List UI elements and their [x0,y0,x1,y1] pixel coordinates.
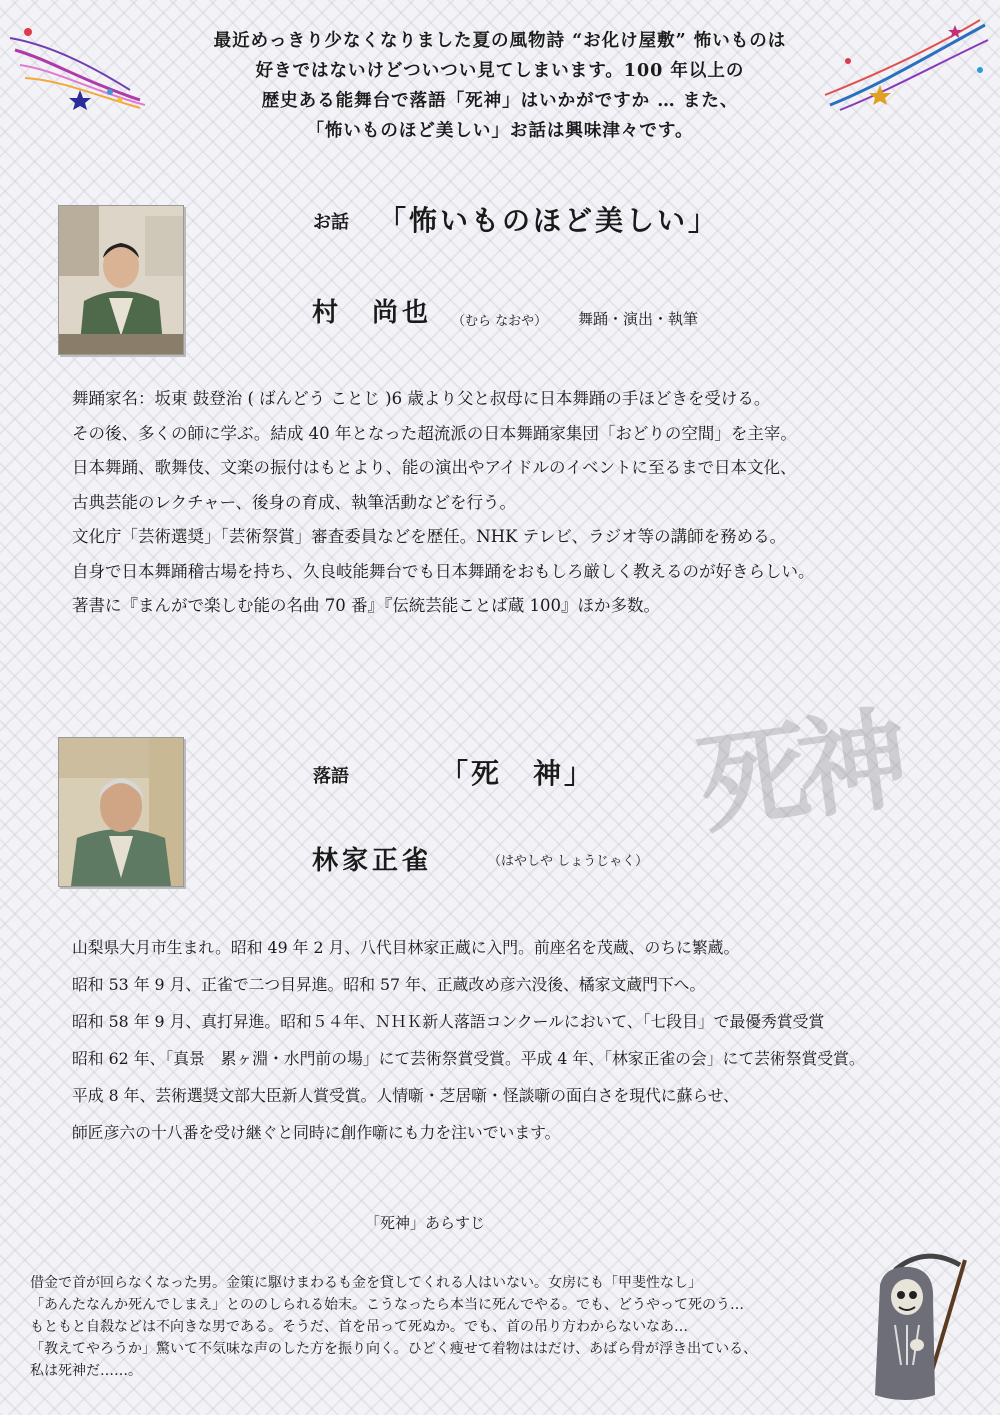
section1-label: お話 [313,212,349,233]
section2-bio [72,929,865,1151]
bio-line: 著書に『まんがで楽しむ能の名曲 70 番』『伝統芸能ことば蔵 100』ほか多数。 [72,596,660,615]
synopsis-line: 借金で首が回らなくなった男。金策に駆けまわるも金を貸してくれる人はいない。女房にも「甲斐性なし」 [30,1275,702,1291]
synopsis-line: 「教えてやろうか」驚いて不気味な声のした方を振り向く。ひどく痩せて着物ははだけ、あばら骨が浮き出ている、 [30,1341,758,1357]
section1-name: 村 尚也 [312,298,433,328]
bio-line: 舞踊家名：坂東 鼓登治 ( ばんどう ことじ )6 歳より父と叔母に日本舞踊の手ほどきを受ける。 [72,389,771,408]
intro-text [110,26,890,146]
section1-role: 舞踊・演出・執筆 [578,310,699,328]
intro-line: 最近めっきり少なくなりました夏の風物詩 “お化け屋敷” 怖いものは [213,31,787,51]
section2-title: 「死 神」 [440,757,596,790]
synopsis-line: もともと自殺などは不向きな男である。そうだ、首を吊って死ぬか。でも、首の吊り方わからないなあ… [30,1319,688,1335]
synopsis-line: 私は死神だ……。 [30,1363,142,1379]
bio-line: 山梨県大月市生まれ。昭和 49 年 2 月、八代目林家正蔵に入門。前座名を茂蔵、のちに繁蔵。 [72,938,740,957]
section2-reading: （はやしや しょうじゃく） [488,854,649,869]
section1-reading: （むら なおや） [452,314,548,329]
synopsis-text [30,1272,757,1382]
section2-label: 落語 [313,766,349,787]
mura-naoya-photo [58,205,184,355]
intro-line: 好きではないけどついつい見てしまいます。100 年以上の [255,61,745,81]
synopsis-title: 「死神」あらすじ [365,1214,486,1232]
bio-line: 師匠彦六の十八番を受け継ぐと同時に創作噺にも力を注いでいます。 [72,1123,561,1142]
bio-line: 日本舞踊、歌舞伎、文楽の振付はもとより、能の演出やアイドルのイベントに至るまで日本文化、 [72,458,797,477]
bio-line: 昭和 53 年 9 月、正雀で二つ目昇進。昭和 57 年、正蔵改め彦六没後、橘家文蔵門下へ。 [72,975,706,994]
bio-line: 平成 8 年、芸術選奨文部大臣新人賞受賞。人情噺・芝居噺・怪談噺の面白さを現代に蘇らせ、 [72,1086,739,1105]
bio-line: 昭和 58 年 9 月、真打昇進。昭和５４年、ＮＨＫ新人落語コンクールにおいて、「七段目」で最優秀賞受賞 [72,1012,825,1031]
bio-line: 昭和 62 年、「真景 累ヶ淵・水門前の場」にて芸術祭賞受賞。平成 4 年、「林家正雀の会」にて芸術祭賞受賞。 [72,1049,865,1068]
bio-line: 文化庁「芸術選奨」「芸術祭賞」審査委員などを歴任。NHK テレビ、ラジオ等の講師を務める。 [72,527,787,546]
intro-line: 歴史ある能舞台で落語「死神」はいかがですか … また、 [261,91,739,111]
intro-line: 「怖いものほど美しい」お話は興味津々です。 [306,121,694,141]
section1-bio [72,382,815,624]
section2-name: 林家正雀 [312,846,433,876]
bio-line: 古典芸能のレクチャー、後身の育成、執筆活動などを行う。 [72,492,517,512]
shinigami-calligraphy-watermark: 死神 [690,694,907,850]
section1-title: 「怖いものほど美しい」 [378,204,720,237]
synopsis-line: 「あんたなんか死んでしまえ」とののしられる始末。こうなったら本当に死んでやる。でも、どうやって死のう… [30,1297,744,1313]
hayashiya-shojaku-photo [58,737,184,887]
bio-line: その後、多くの師に学ぶ。結成 40 年となった超流派の日本舞踊家集団「おどりの空間」を主宰。 [72,423,797,443]
shinigami-illustration [855,1245,985,1410]
bio-line: 自身で日本舞踊稽古場を持ち、久良岐能舞台でも日本舞踊をおもしろ厳しく教えるのが好きらしい。 [72,561,815,581]
